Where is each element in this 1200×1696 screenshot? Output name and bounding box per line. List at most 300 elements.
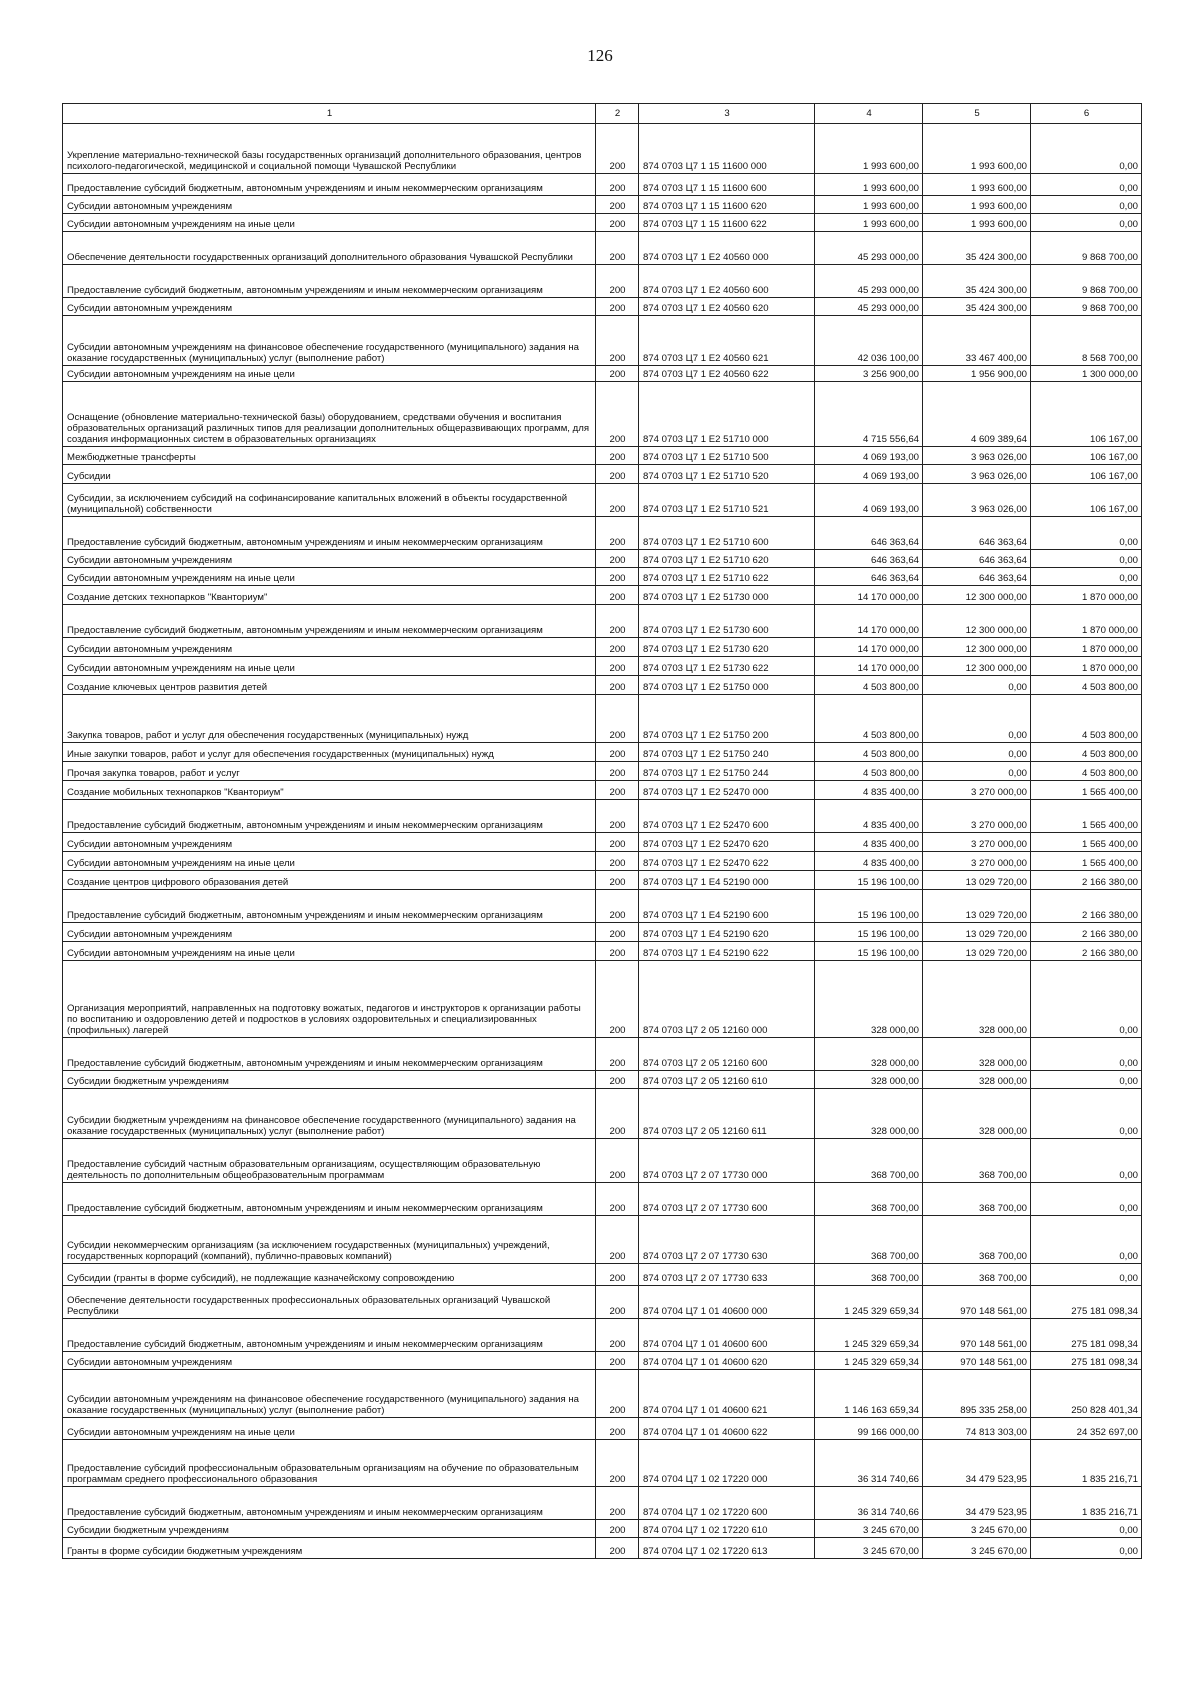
row-amount-total: 15 196 100,00 xyxy=(815,942,923,961)
row-group: 200 xyxy=(596,366,639,382)
table-row xyxy=(63,890,1142,923)
row-amount-3: 1 565 400,00 xyxy=(1031,833,1142,852)
row-name: Субсидии автономным учреждениям на финансовое обеспечение государственного (муниципального) задания на оказание государственных (муниципальных) услуг (выполнение работ) xyxy=(63,316,596,366)
row-amount-2: 74 813 303,00 xyxy=(923,1418,1031,1440)
row-group: 200 xyxy=(596,833,639,852)
row-amount-3: 2 166 380,00 xyxy=(1031,871,1142,890)
row-name: Гранты в форме субсидии бюджетным учреждениям xyxy=(63,1538,596,1559)
row-group: 200 xyxy=(596,586,639,605)
row-group: 200 xyxy=(596,942,639,961)
row-group: 200 xyxy=(596,762,639,781)
row-group: 200 xyxy=(596,196,639,214)
row-group: 200 xyxy=(596,382,639,447)
row-group: 200 xyxy=(596,638,639,657)
row-amount-3: 106 167,00 xyxy=(1031,447,1142,465)
table-row xyxy=(63,1370,1142,1418)
row-name: Субсидии автономным учреждениям xyxy=(63,638,596,657)
row-amount-total: 4 835 400,00 xyxy=(815,833,923,852)
row-amount-2: 3 963 026,00 xyxy=(923,447,1031,465)
row-amount-3: 2 166 380,00 xyxy=(1031,942,1142,961)
row-name: Предоставление субсидий бюджетным, автономным учреждениям и иным некоммерческим организациям xyxy=(63,517,596,550)
row-code: 874 0704 Ц7 1 02 17220 600 xyxy=(639,1487,815,1520)
row-group: 200 xyxy=(596,1418,639,1440)
row-amount-2: 895 335 258,00 xyxy=(923,1370,1031,1418)
row-code: 874 0703 Ц7 1 15 11600 622 xyxy=(639,214,815,232)
row-amount-total: 1 146 163 659,34 xyxy=(815,1370,923,1418)
table-row xyxy=(63,124,1142,174)
table-row xyxy=(63,1071,1142,1089)
row-name: Предоставление субсидий бюджетным, автономным учреждениям и иным некоммерческим организациям xyxy=(63,605,596,638)
row-amount-3: 1 565 400,00 xyxy=(1031,800,1142,833)
row-amount-3: 1 565 400,00 xyxy=(1031,852,1142,871)
row-group: 200 xyxy=(596,743,639,762)
row-amount-3: 8 568 700,00 xyxy=(1031,316,1142,366)
row-name: Субсидии автономным учреждениям на иные цели xyxy=(63,568,596,586)
row-amount-3: 0,00 xyxy=(1031,1216,1142,1264)
row-amount-total: 4 069 193,00 xyxy=(815,484,923,517)
row-amount-total: 368 700,00 xyxy=(815,1216,923,1264)
row-amount-2: 1 993 600,00 xyxy=(923,196,1031,214)
row-code: 874 0703 Ц7 1 E2 51710 500 xyxy=(639,447,815,465)
row-name: Субсидии автономным учреждениям xyxy=(63,1352,596,1370)
row-amount-3: 0,00 xyxy=(1031,1038,1142,1071)
table-row xyxy=(63,961,1142,1038)
row-amount-total: 3 245 670,00 xyxy=(815,1538,923,1559)
row-code: 874 0703 Ц7 1 E4 52190 620 xyxy=(639,923,815,942)
row-code: 874 0704 Ц7 1 02 17220 610 xyxy=(639,1520,815,1538)
table-row xyxy=(63,1418,1142,1440)
row-code: 874 0703 Ц7 2 07 17730 600 xyxy=(639,1183,815,1216)
row-amount-2: 13 029 720,00 xyxy=(923,890,1031,923)
row-name: Предоставление субсидий бюджетным, автономным учреждениям и иным некоммерческим организациям xyxy=(63,1038,596,1071)
row-group: 200 xyxy=(596,517,639,550)
row-code: 874 0703 Ц7 1 E2 52470 622 xyxy=(639,852,815,871)
table-row xyxy=(63,214,1142,232)
table-row xyxy=(63,1216,1142,1264)
row-amount-3: 0,00 xyxy=(1031,1183,1142,1216)
row-amount-3: 2 166 380,00 xyxy=(1031,890,1142,923)
row-group: 200 xyxy=(596,800,639,833)
row-amount-3: 24 352 697,00 xyxy=(1031,1418,1142,1440)
row-name: Предоставление субсидий профессиональным образовательным организациям на обучение по образовательным программам среднего профессионального образования xyxy=(63,1440,596,1487)
row-group: 200 xyxy=(596,1264,639,1286)
row-group: 200 xyxy=(596,1071,639,1089)
row-group: 200 xyxy=(596,447,639,465)
row-group: 200 xyxy=(596,174,639,196)
row-amount-2: 4 609 389,64 xyxy=(923,382,1031,447)
row-amount-total: 15 196 100,00 xyxy=(815,871,923,890)
row-group: 200 xyxy=(596,298,639,316)
row-group: 200 xyxy=(596,961,639,1038)
row-group: 200 xyxy=(596,1183,639,1216)
row-amount-2: 33 467 400,00 xyxy=(923,316,1031,366)
row-amount-total: 3 256 900,00 xyxy=(815,366,923,382)
table-row xyxy=(63,942,1142,961)
row-amount-2: 35 424 300,00 xyxy=(923,232,1031,265)
table-row xyxy=(63,638,1142,657)
row-name: Субсидии автономным учреждениям на иные цели xyxy=(63,366,596,382)
row-amount-2: 0,00 xyxy=(923,695,1031,743)
row-group: 200 xyxy=(596,265,639,298)
row-code: 874 0704 Ц7 1 01 40600 622 xyxy=(639,1418,815,1440)
row-name: Субсидии xyxy=(63,465,596,484)
row-amount-3: 1 835 216,71 xyxy=(1031,1487,1142,1520)
row-name: Субсидии бюджетным учреждениям xyxy=(63,1520,596,1538)
row-group: 200 xyxy=(596,1319,639,1352)
row-amount-3: 0,00 xyxy=(1031,1538,1142,1559)
row-group: 200 xyxy=(596,890,639,923)
table-row xyxy=(63,695,1142,743)
row-amount-3: 0,00 xyxy=(1031,196,1142,214)
row-amount-total: 14 170 000,00 xyxy=(815,586,923,605)
row-amount-3: 1 870 000,00 xyxy=(1031,657,1142,676)
row-amount-2: 368 700,00 xyxy=(923,1216,1031,1264)
row-amount-2: 0,00 xyxy=(923,762,1031,781)
row-amount-3: 4 503 800,00 xyxy=(1031,743,1142,762)
row-name: Субсидии автономным учреждениям на иные цели xyxy=(63,852,596,871)
row-group: 200 xyxy=(596,1520,639,1538)
row-name: Субсидии некоммерческим организациям (за исключением государственных (муниципальных) учреждений, государственных корпораций (компаний), публично-правовых компаний) xyxy=(63,1216,596,1264)
row-group: 200 xyxy=(596,1538,639,1559)
row-name: Межбюджетные трансферты xyxy=(63,447,596,465)
row-amount-2: 3 963 026,00 xyxy=(923,465,1031,484)
row-name: Предоставление субсидий бюджетным, автономным учреждениям и иным некоммерческим организациям xyxy=(63,890,596,923)
row-group: 200 xyxy=(596,1089,639,1139)
table-row xyxy=(63,382,1142,447)
row-group: 200 xyxy=(596,923,639,942)
row-amount-total: 4 835 400,00 xyxy=(815,800,923,833)
row-amount-2: 35 424 300,00 xyxy=(923,298,1031,316)
row-group: 200 xyxy=(596,232,639,265)
row-amount-total: 1 993 600,00 xyxy=(815,174,923,196)
row-code: 874 0703 Ц7 1 E2 40560 621 xyxy=(639,316,815,366)
row-amount-total: 368 700,00 xyxy=(815,1139,923,1183)
row-group: 200 xyxy=(596,871,639,890)
row-name: Предоставление субсидий частным образовательным организациям, осуществляющим образовательную деятельность по дополнительным общеобразовательным программам xyxy=(63,1139,596,1183)
row-amount-3: 0,00 xyxy=(1031,174,1142,196)
row-amount-3: 1 870 000,00 xyxy=(1031,638,1142,657)
row-code: 874 0703 Ц7 1 15 11600 000 xyxy=(639,124,815,174)
row-amount-2: 3 270 000,00 xyxy=(923,852,1031,871)
row-name: Субсидии (гранты в форме субсидий), не подлежащие казначейскому сопровождению xyxy=(63,1264,596,1286)
row-code: 874 0703 Ц7 1 E2 51710 622 xyxy=(639,568,815,586)
budget-table xyxy=(62,103,1142,1559)
row-name: Создание ключевых центров развития детей xyxy=(63,676,596,695)
row-name: Субсидии автономным учреждениям на иные цели xyxy=(63,942,596,961)
table-row xyxy=(63,762,1142,781)
row-amount-2: 970 148 561,00 xyxy=(923,1286,1031,1319)
row-amount-2: 3 270 000,00 xyxy=(923,833,1031,852)
row-amount-2: 3 245 670,00 xyxy=(923,1520,1031,1538)
row-amount-total: 4 835 400,00 xyxy=(815,781,923,800)
row-code: 874 0703 Ц7 1 E2 51730 000 xyxy=(639,586,815,605)
table-row xyxy=(63,174,1142,196)
table-row xyxy=(63,1264,1142,1286)
row-name: Субсидии бюджетным учреждениям на финансовое обеспечение государственного (муниципального) задания на оказание государственных (муниципальных) услуг (выполнение работ) xyxy=(63,1089,596,1139)
row-code: 874 0703 Ц7 1 E2 51750 000 xyxy=(639,676,815,695)
row-amount-total: 1 245 329 659,34 xyxy=(815,1319,923,1352)
row-code: 874 0704 Ц7 1 01 40600 620 xyxy=(639,1352,815,1370)
row-amount-2: 13 029 720,00 xyxy=(923,871,1031,890)
row-amount-total: 15 196 100,00 xyxy=(815,890,923,923)
row-amount-2: 1 993 600,00 xyxy=(923,174,1031,196)
row-amount-2: 35 424 300,00 xyxy=(923,265,1031,298)
row-amount-3: 1 835 216,71 xyxy=(1031,1440,1142,1487)
table-row xyxy=(63,366,1142,382)
table-row xyxy=(63,1139,1142,1183)
row-amount-total: 368 700,00 xyxy=(815,1264,923,1286)
row-amount-total: 1 993 600,00 xyxy=(815,196,923,214)
row-amount-3: 275 181 098,34 xyxy=(1031,1352,1142,1370)
row-amount-total: 36 314 740,66 xyxy=(815,1487,923,1520)
table-row xyxy=(63,265,1142,298)
row-code: 874 0703 Ц7 1 E2 51750 244 xyxy=(639,762,815,781)
row-code: 874 0703 Ц7 1 E4 52190 622 xyxy=(639,942,815,961)
row-amount-2: 1 993 600,00 xyxy=(923,214,1031,232)
row-amount-3: 9 868 700,00 xyxy=(1031,298,1142,316)
row-amount-total: 328 000,00 xyxy=(815,961,923,1038)
row-name: Обеспечение деятельности государственных организаций дополнительного образования Чувашской Республики xyxy=(63,232,596,265)
row-amount-3: 106 167,00 xyxy=(1031,484,1142,517)
row-amount-3: 4 503 800,00 xyxy=(1031,676,1142,695)
row-code: 874 0703 Ц7 1 E2 51750 200 xyxy=(639,695,815,743)
table-header-row xyxy=(63,104,1142,124)
table-row xyxy=(63,550,1142,568)
row-name: Иные закупки товаров, работ и услуг для обеспечения государственных (муниципальных) нужд xyxy=(63,743,596,762)
row-code: 874 0704 Ц7 1 02 17220 613 xyxy=(639,1538,815,1559)
row-group: 200 xyxy=(596,1352,639,1370)
row-amount-total: 15 196 100,00 xyxy=(815,923,923,942)
row-amount-total: 4 835 400,00 xyxy=(815,852,923,871)
row-name: Предоставление субсидий бюджетным, автономным учреждениям и иным некоммерческим организациям xyxy=(63,265,596,298)
row-amount-total: 1 993 600,00 xyxy=(815,214,923,232)
table-row xyxy=(63,316,1142,366)
row-amount-3: 275 181 098,34 xyxy=(1031,1319,1142,1352)
row-amount-2: 13 029 720,00 xyxy=(923,942,1031,961)
row-code: 874 0703 Ц7 2 07 17730 633 xyxy=(639,1264,815,1286)
row-name: Создание центров цифрового образования детей xyxy=(63,871,596,890)
table-row xyxy=(63,196,1142,214)
row-amount-total: 328 000,00 xyxy=(815,1071,923,1089)
table-row xyxy=(63,676,1142,695)
row-code: 874 0703 Ц7 2 07 17730 630 xyxy=(639,1216,815,1264)
row-amount-2: 12 300 000,00 xyxy=(923,586,1031,605)
row-name: Создание детских технопарков "Кванториум" xyxy=(63,586,596,605)
table-row xyxy=(63,833,1142,852)
table-row xyxy=(63,447,1142,465)
row-amount-2: 13 029 720,00 xyxy=(923,923,1031,942)
row-group: 200 xyxy=(596,605,639,638)
row-name: Прочая закупка товаров, работ и услуг xyxy=(63,762,596,781)
row-amount-2: 0,00 xyxy=(923,676,1031,695)
row-code: 874 0703 Ц7 1 E2 40560 622 xyxy=(639,366,815,382)
row-amount-total: 45 293 000,00 xyxy=(815,298,923,316)
row-amount-2: 34 479 523,95 xyxy=(923,1487,1031,1520)
row-amount-total: 4 503 800,00 xyxy=(815,762,923,781)
row-code: 874 0703 Ц7 1 E2 40560 000 xyxy=(639,232,815,265)
row-code: 874 0703 Ц7 1 E2 51710 000 xyxy=(639,382,815,447)
row-group: 200 xyxy=(596,550,639,568)
row-amount-2: 646 363,64 xyxy=(923,568,1031,586)
row-amount-3: 9 868 700,00 xyxy=(1031,265,1142,298)
row-amount-2: 12 300 000,00 xyxy=(923,657,1031,676)
row-code: 874 0703 Ц7 1 E2 51710 521 xyxy=(639,484,815,517)
table-row xyxy=(63,605,1142,638)
col-header-amount-3: 6 xyxy=(1031,104,1142,124)
row-code: 874 0703 Ц7 1 E2 51730 620 xyxy=(639,638,815,657)
row-name: Создание мобильных технопарков "Кванториум" xyxy=(63,781,596,800)
row-code: 874 0704 Ц7 1 01 40600 621 xyxy=(639,1370,815,1418)
row-code: 874 0703 Ц7 2 05 12160 600 xyxy=(639,1038,815,1071)
row-code: 874 0703 Ц7 1 15 11600 600 xyxy=(639,174,815,196)
row-code: 874 0703 Ц7 1 E2 40560 620 xyxy=(639,298,815,316)
table-row xyxy=(63,465,1142,484)
table-row xyxy=(63,1352,1142,1370)
row-code: 874 0703 Ц7 1 E2 52470 600 xyxy=(639,800,815,833)
row-name: Оснащение (обновление материально-технической базы) оборудованием, средствами обучения и воспитания образовательных организаций различных типов для реализации дополнительных общеразвивающих программ, для создания информационных систем в образовательных организациях xyxy=(63,382,596,447)
table-row xyxy=(63,800,1142,833)
row-group: 200 xyxy=(596,568,639,586)
row-name: Субсидии автономным учреждениям на иные цели xyxy=(63,214,596,232)
row-code: 874 0703 Ц7 1 E2 40560 600 xyxy=(639,265,815,298)
row-group: 200 xyxy=(596,214,639,232)
row-name: Предоставление субсидий бюджетным, автономным учреждениям и иным некоммерческим организациям xyxy=(63,800,596,833)
row-code: 874 0703 Ц7 1 E2 51750 240 xyxy=(639,743,815,762)
row-amount-2: 34 479 523,95 xyxy=(923,1440,1031,1487)
row-amount-total: 646 363,64 xyxy=(815,568,923,586)
row-amount-2: 3 270 000,00 xyxy=(923,800,1031,833)
row-name: Субсидии автономным учреждениям xyxy=(63,298,596,316)
row-amount-total: 4 503 800,00 xyxy=(815,695,923,743)
row-code: 874 0703 Ц7 2 05 12160 000 xyxy=(639,961,815,1038)
row-amount-3: 1 870 000,00 xyxy=(1031,586,1142,605)
row-amount-3: 0,00 xyxy=(1031,214,1142,232)
row-amount-3: 9 868 700,00 xyxy=(1031,232,1142,265)
row-amount-3: 0,00 xyxy=(1031,961,1142,1038)
row-name: Субсидии автономным учреждениям на иные цели xyxy=(63,657,596,676)
row-amount-total: 42 036 100,00 xyxy=(815,316,923,366)
col-header-name: 1 xyxy=(63,104,596,124)
row-amount-3: 4 503 800,00 xyxy=(1031,762,1142,781)
row-amount-3: 106 167,00 xyxy=(1031,382,1142,447)
row-group: 200 xyxy=(596,1370,639,1418)
table-row xyxy=(63,1440,1142,1487)
row-name: Субсидии автономным учреждениям на иные цели xyxy=(63,1418,596,1440)
row-name: Субсидии автономным учреждениям на финансовое обеспечение государственного (муниципального) задания на оказание государственных (муниципальных) услуг (выполнение работ) xyxy=(63,1370,596,1418)
table-row xyxy=(63,298,1142,316)
row-amount-total: 4 503 800,00 xyxy=(815,676,923,695)
row-code: 874 0704 Ц7 1 02 17220 000 xyxy=(639,1440,815,1487)
row-group: 200 xyxy=(596,484,639,517)
row-code: 874 0703 Ц7 1 E2 51710 600 xyxy=(639,517,815,550)
row-group: 200 xyxy=(596,657,639,676)
row-name: Предоставление субсидий бюджетным, автономным учреждениям и иным некоммерческим организациям xyxy=(63,1183,596,1216)
row-name: Предоставление субсидий бюджетным, автономным учреждениям и иным некоммерческим организациям xyxy=(63,1319,596,1352)
row-amount-total: 646 363,64 xyxy=(815,550,923,568)
row-amount-total: 14 170 000,00 xyxy=(815,657,923,676)
row-code: 874 0704 Ц7 1 01 40600 600 xyxy=(639,1319,815,1352)
row-amount-total: 14 170 000,00 xyxy=(815,605,923,638)
row-group: 200 xyxy=(596,1440,639,1487)
table-row xyxy=(63,1183,1142,1216)
row-group: 200 xyxy=(596,1487,639,1520)
row-group: 200 xyxy=(596,676,639,695)
row-amount-3: 2 166 380,00 xyxy=(1031,923,1142,942)
row-amount-total: 3 245 670,00 xyxy=(815,1520,923,1538)
row-name: Организация мероприятий, направленных на подготовку вожатых, педагогов и инструкторов к организации работы по воспитанию и оздоровлению детей и подростков в условиях оздоровительных и специализированных (профильных) лагерей xyxy=(63,961,596,1038)
row-amount-total: 4 715 556,64 xyxy=(815,382,923,447)
row-amount-2: 368 700,00 xyxy=(923,1264,1031,1286)
row-amount-2: 3 245 670,00 xyxy=(923,1538,1031,1559)
row-group: 200 xyxy=(596,316,639,366)
row-group: 200 xyxy=(596,1216,639,1264)
table-row xyxy=(63,871,1142,890)
row-amount-3: 106 167,00 xyxy=(1031,465,1142,484)
row-amount-2: 12 300 000,00 xyxy=(923,638,1031,657)
row-amount-total: 4 069 193,00 xyxy=(815,465,923,484)
table-row xyxy=(63,743,1142,762)
row-amount-total: 328 000,00 xyxy=(815,1089,923,1139)
row-amount-3: 0,00 xyxy=(1031,1520,1142,1538)
table-row xyxy=(63,1520,1142,1538)
row-amount-total: 99 166 000,00 xyxy=(815,1418,923,1440)
table-row xyxy=(63,586,1142,605)
row-group: 200 xyxy=(596,852,639,871)
table-row xyxy=(63,923,1142,942)
row-amount-2: 328 000,00 xyxy=(923,1089,1031,1139)
col-header-group: 2 xyxy=(596,104,639,124)
col-header-amount-total: 4 xyxy=(815,104,923,124)
row-amount-2: 1 993 600,00 xyxy=(923,124,1031,174)
row-amount-total: 368 700,00 xyxy=(815,1183,923,1216)
table-row xyxy=(63,1538,1142,1559)
row-amount-2: 368 700,00 xyxy=(923,1183,1031,1216)
row-code: 874 0703 Ц7 2 05 12160 611 xyxy=(639,1089,815,1139)
row-name: Предоставление субсидий бюджетным, автономным учреждениям и иным некоммерческим организациям xyxy=(63,1487,596,1520)
row-code: 874 0703 Ц7 2 05 12160 610 xyxy=(639,1071,815,1089)
table-row xyxy=(63,1487,1142,1520)
row-code: 874 0703 Ц7 1 E2 51730 622 xyxy=(639,657,815,676)
row-code: 874 0703 Ц7 1 E4 52190 600 xyxy=(639,890,815,923)
row-amount-total: 14 170 000,00 xyxy=(815,638,923,657)
row-name: Субсидии автономным учреждениям xyxy=(63,923,596,942)
row-name: Предоставление субсидий бюджетным, автономным учреждениям и иным некоммерческим организациям xyxy=(63,174,596,196)
row-group: 200 xyxy=(596,1139,639,1183)
table-row xyxy=(63,852,1142,871)
row-amount-2: 646 363,64 xyxy=(923,517,1031,550)
row-amount-total: 1 993 600,00 xyxy=(815,124,923,174)
row-amount-3: 0,00 xyxy=(1031,517,1142,550)
page-number: 126 xyxy=(587,46,613,65)
row-group: 200 xyxy=(596,1038,639,1071)
row-amount-2: 3 270 000,00 xyxy=(923,781,1031,800)
row-amount-3: 0,00 xyxy=(1031,1264,1142,1286)
row-code: 874 0703 Ц7 1 E2 52470 000 xyxy=(639,781,815,800)
row-name: Субсидии бюджетным учреждениям xyxy=(63,1071,596,1089)
table-row xyxy=(63,657,1142,676)
row-amount-3: 0,00 xyxy=(1031,550,1142,568)
col-header-amount-2: 5 xyxy=(923,104,1031,124)
row-amount-2: 328 000,00 xyxy=(923,1038,1031,1071)
row-amount-3: 1 565 400,00 xyxy=(1031,781,1142,800)
table-row xyxy=(63,1089,1142,1139)
row-name: Закупка товаров, работ и услуг для обеспечения государственных (муниципальных) нужд xyxy=(63,695,596,743)
row-amount-3: 1 300 000,00 xyxy=(1031,366,1142,382)
row-code: 874 0703 Ц7 1 E2 51710 520 xyxy=(639,465,815,484)
row-name: Субсидии автономным учреждениям xyxy=(63,550,596,568)
table-row xyxy=(63,1286,1142,1319)
row-amount-3: 1 870 000,00 xyxy=(1031,605,1142,638)
